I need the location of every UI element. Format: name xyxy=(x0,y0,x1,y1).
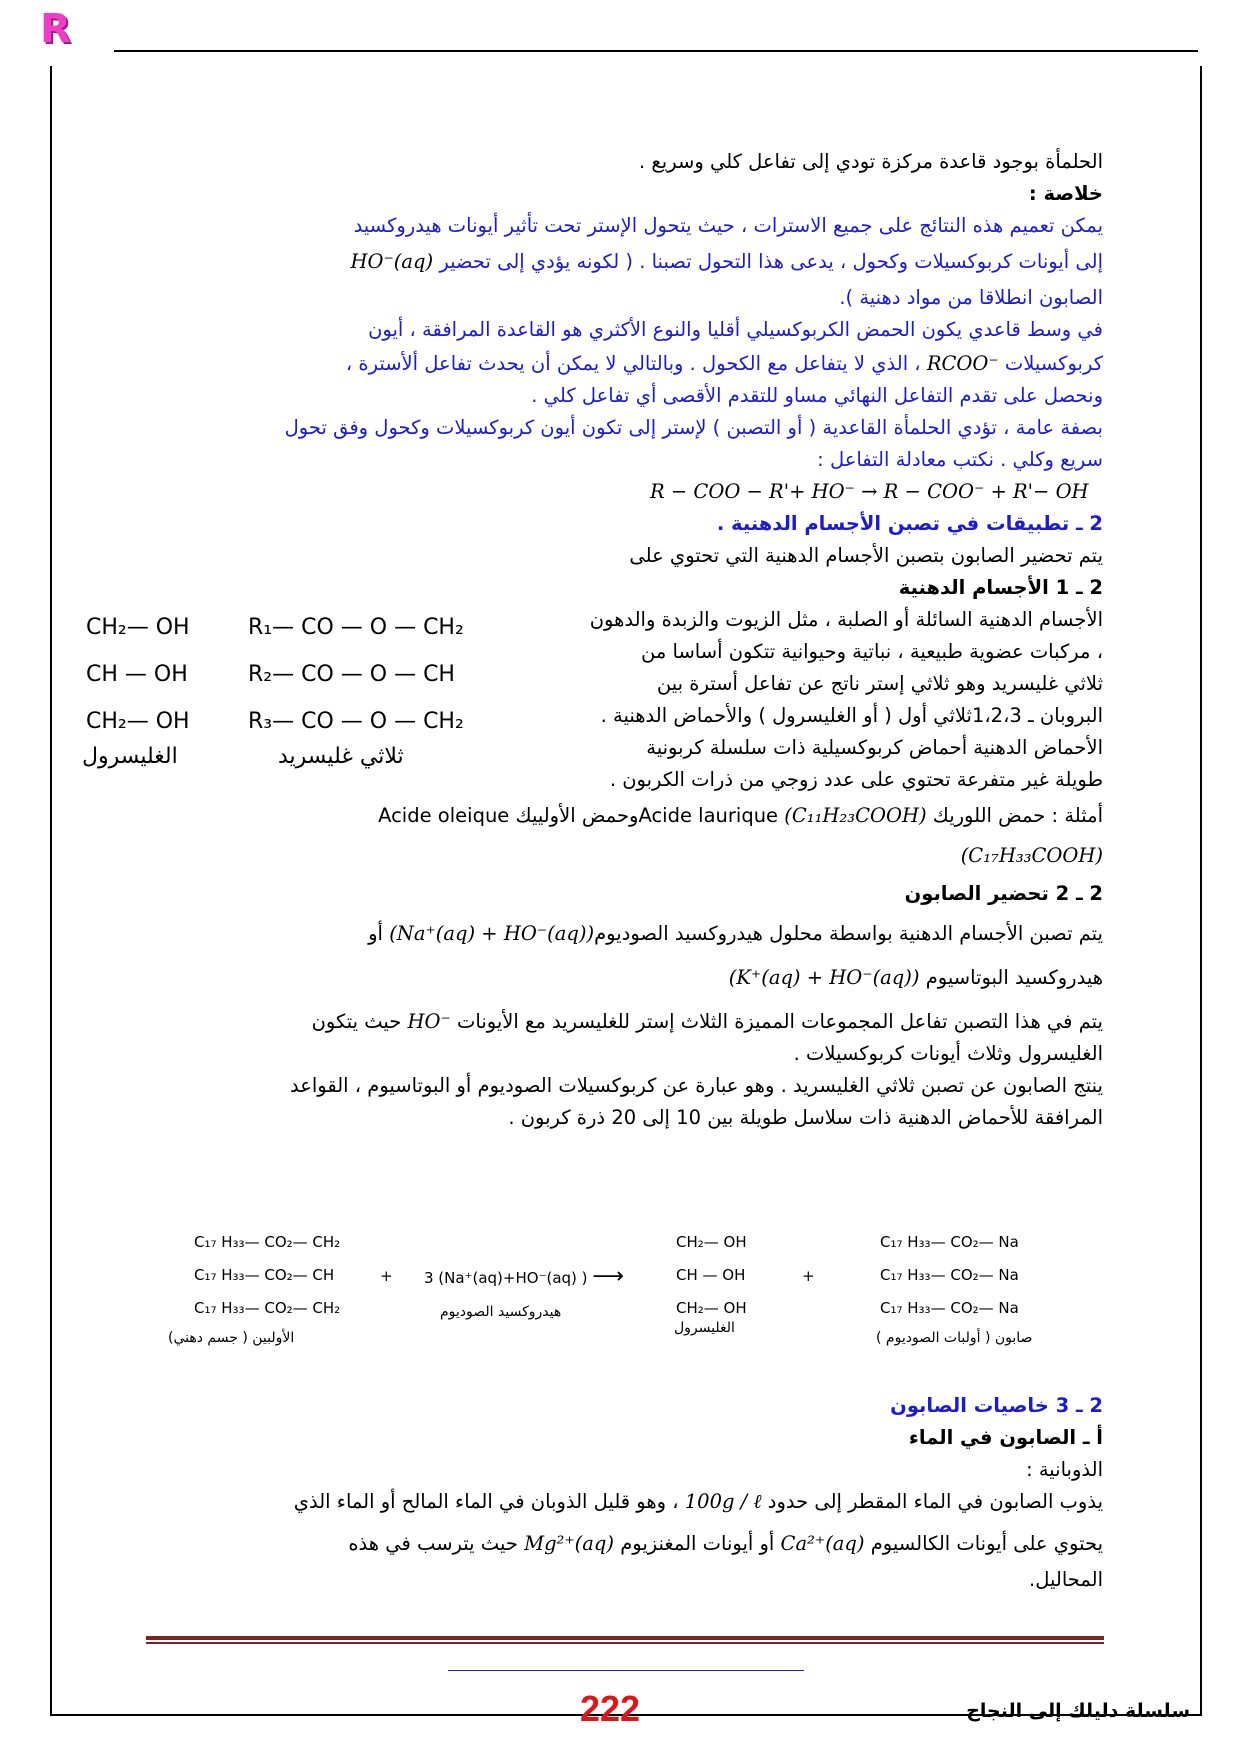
hard-water-text: يحتوي على أيونات الكالسيوم xyxy=(870,1532,1103,1555)
hydroxide-ion: HO⁻ xyxy=(407,1010,451,1033)
naoh-label: هيدروكسيد الصوديوم xyxy=(440,1304,562,1320)
summary-title: خلاصة : xyxy=(1028,182,1103,205)
summary-text-part: كربوكسيلات xyxy=(1004,352,1103,375)
subsection-2-1-title: 2 ـ 1 الأجسام الدهنية xyxy=(898,576,1103,599)
footer-underline xyxy=(448,1670,804,1671)
koh-formula: (K⁺(aq) + HO⁻(aq)) xyxy=(728,966,920,989)
saponification-equation: R − COO − R'+ HO⁻ → R − COO⁻ + R'− OH xyxy=(650,480,1089,503)
fats-line: البروبان ـ 1،2،3ثلاثي أول ( أو الغليسرول ) والأحماض الدهنية . xyxy=(600,704,1103,727)
soap-row: C₁₇ H₃₃— CO₂— Na xyxy=(880,1233,1019,1251)
solubility-line xyxy=(150,1486,1103,1518)
oleic-formula-line xyxy=(150,840,1103,872)
summary-line: في وسط قاعدي يكون الحمض الكربوكسيلي أقليا والنوع الأكثري هو القاعدة المرافقة ، أيون xyxy=(368,318,1103,341)
lauric-acid-formula: (C₁₁H₂₃COOH) xyxy=(784,804,927,827)
hard-water-end: المحاليل. xyxy=(1029,1568,1103,1591)
summary-line xyxy=(150,348,1103,380)
solubility-text: ، وهو قليل الذوبان في الماء المالح أو الماء الذي xyxy=(293,1490,679,1513)
glycerol-product xyxy=(676,1226,747,1325)
summary-text xyxy=(150,210,1103,476)
section-3-title: 2 ـ 3 خاصيات الصابون xyxy=(890,1394,1103,1417)
koh-line xyxy=(150,962,1103,994)
glycerol-product-row: CH₂— OH xyxy=(676,1299,747,1317)
naoh-text: أو xyxy=(368,922,383,945)
soap-row: C₁₇ H₃₃— CO₂— Na xyxy=(880,1266,1019,1284)
triglyceride-structure xyxy=(248,604,464,745)
fats-line: ، مركبات عضوية طبيعية ، نباتية وحيوانية تتكون أساسا من xyxy=(641,640,1103,663)
reaction-arrow: ⟶ xyxy=(592,1264,624,1289)
examples-text: أمثلة : حمض اللوريك xyxy=(932,804,1103,827)
oleic-acid-name: Acide oleique xyxy=(378,804,510,827)
koh-text: هيدروكسيد البوتاسيوم xyxy=(925,966,1103,989)
triglyceride-row: R₁— CO — O — CH₂ xyxy=(248,615,464,640)
glycerol-label: الغليسرول xyxy=(82,744,178,769)
fats-line: ثلاثي غليسريد وهو ثلاثي إستر ناتج عن تفاعل أسترة بين xyxy=(656,672,1103,695)
soap-product xyxy=(880,1226,1019,1325)
olein-row: C₁₇ H₃₃— CO₂— CH xyxy=(194,1266,335,1284)
naoh-formula: (Na⁺(aq) + HO⁻(aq)) xyxy=(389,922,595,945)
soap-definition-line: المرافقة للأحماض الدهنية ذات سلاسل طويلة بين 10 إلى 20 ذرة كربون . xyxy=(508,1106,1103,1129)
olein-structure xyxy=(194,1226,340,1325)
examples-text: وحمض الأولييك xyxy=(515,804,639,827)
soap-row: C₁₇ H₃₃— CO₂— Na xyxy=(880,1299,1019,1317)
hydroxide-formula: HO⁻(aq) xyxy=(350,250,434,273)
glycerol-row: CH₂— OH xyxy=(86,709,190,734)
summary-text-part: إلى أيونات كربوكسيلات وكحول ، يدعى هذا التحول تصبنا . ( لكونه يؤدي إلى تحضير xyxy=(439,250,1103,273)
lauric-acid-name: Acide laurique xyxy=(638,804,779,827)
page-number: 222 xyxy=(580,1688,641,1729)
examples-line xyxy=(150,800,1103,832)
fats-description xyxy=(503,604,1103,796)
intro-line: الحلمأة بوجود قاعدة مركزة تودي إلى تفاعل كلي وسريع . xyxy=(639,150,1103,173)
magnesium-ion: Mg²⁺(aq) xyxy=(524,1532,614,1555)
saponification-text: يتم في هذا التصبن تفاعل المجموعات المميزة الثلاث إستر للغليسريد مع الأيونات xyxy=(457,1010,1103,1033)
subsection-2-2-title: 2 ـ 2 تحضير الصابون xyxy=(904,882,1103,905)
oleic-acid-formula: (C₁₇H₃₃COOH) xyxy=(960,844,1103,867)
olein-label: الأولبين ( جسم دهني) xyxy=(168,1330,295,1346)
plus-sign: + xyxy=(802,1267,815,1285)
series-title: سلسلة دليلك إلى النجاح xyxy=(966,1700,1190,1722)
saponification-line: الغليسرول وثلاث أيونات كربوكسيلات . xyxy=(793,1042,1103,1065)
naoh-reactant xyxy=(424,1260,624,1295)
footer-rule xyxy=(146,1642,1104,1644)
summary-line: ونحصل على تقدم التفاعل النهائي مساو للتقدم الأقصى أي تفاعل كلي . xyxy=(531,384,1103,407)
fats-line: طويلة غير متفرعة تحتوي على عدد زوجي من ذرات الكربون . xyxy=(609,768,1103,791)
triglyceride-label: ثلاثي غليسريد xyxy=(278,744,404,769)
glycerol-structure xyxy=(86,604,190,745)
summary-line: الصابون انطلاقا من مواد دهنية ). xyxy=(839,286,1103,309)
saponification-line xyxy=(150,1006,1103,1038)
summary-line: بصفة عامة ، تؤدي الحلمأة القاعدية ( أو التصبن ) لإستر إلى تكون أيون كربوكسيلات وكحول وفق تحول xyxy=(284,416,1103,439)
plus-sign: + xyxy=(380,1267,393,1285)
fats-line: الأحماض الدهنية أحماض كربوكسيلية ذات سلسلة كربونية xyxy=(646,736,1103,759)
triglyceride-row: R₃— CO — O — CH₂ xyxy=(248,709,464,734)
olein-row: C₁₇ H₃₃— CO₂— CH₂ xyxy=(194,1233,341,1251)
section-2-intro: يتم تحضير الصابون بتصبن الأجسام الدهنية التي تحتوي على xyxy=(629,544,1103,567)
glycerol-row: CH — OH xyxy=(86,662,188,687)
saponification-text: حيث يتكون xyxy=(311,1010,402,1033)
glycerol-product-row: CH — OH xyxy=(676,1266,746,1284)
footer-rule xyxy=(146,1636,1104,1640)
fats-line: الأجسام الدهنية السائلة أو الصلبة ، مثل الزيوت والزبدة والدهون xyxy=(589,608,1103,631)
summary-line xyxy=(150,246,1103,278)
summary-text-part: ، الذي لا يتفاعل مع الكحول . وبالتالي لا يمكن أن يحدث تفاعل ألأسترة ، xyxy=(345,352,921,375)
olein-row: C₁₇ H₃₃— CO₂— CH₂ xyxy=(194,1299,341,1317)
triglyceride-row: R₂— CO — O — CH xyxy=(248,662,455,687)
top-rule xyxy=(114,50,1198,52)
carboxylate-formula: RCOO⁻ xyxy=(926,352,999,375)
logo-r: R xyxy=(40,6,71,52)
glycerol-product-label: الغليسرول xyxy=(674,1320,735,1336)
subsection-a-title: أ ـ الصابون في الماء xyxy=(908,1426,1103,1449)
solubility-value: 100g / ℓ xyxy=(684,1490,762,1513)
solubility-title: الذوبانية : xyxy=(1026,1458,1103,1481)
naoh-line xyxy=(150,918,1103,950)
hard-water-line xyxy=(150,1528,1103,1560)
summary-line: سريع وكلي . نكتب معادلة التفاعل : xyxy=(817,448,1103,471)
calcium-ion: Ca²⁺(aq) xyxy=(780,1532,865,1555)
section-3 xyxy=(150,1390,1103,1596)
hard-water-text: أو أيونات المغنزيوم xyxy=(620,1532,775,1555)
summary-line: يمكن تعميم هذه النتائج على جميع الاسترات ، حيث يتحول الإستر تحت تأثير أيونات هيدروكسيد xyxy=(353,214,1103,237)
section-2-title: 2 ـ تطبيقات في تصبن الأجسام الدهنية . xyxy=(716,512,1103,535)
soap-label: صابون ( أولبات الصوديوم ) xyxy=(876,1330,1033,1346)
soap-definition-line: ينتج الصابون عن تصبن ثلاثي الغليسريد . وهو عبارة عن كربوكسيلات الصوديوم أو البوتاسيوم ، القواعد xyxy=(289,1074,1103,1097)
glycerol-row: CH₂— OH xyxy=(86,615,190,640)
naoh-text: يتم تصبن الأجسام الدهنية بواسطة محلول هيدروكسيد الصوديوم xyxy=(594,922,1103,945)
solubility-text: يذوب الصابون في الماء المقطر إلى حدود xyxy=(767,1490,1103,1513)
hard-water-text: حيث يترسب في هذه xyxy=(348,1532,518,1555)
naoh-reactant-formula: 3 (Na⁺(aq)+HO⁻(aq) ) xyxy=(424,1269,588,1287)
glycerol-product-row: CH₂— OH xyxy=(676,1233,747,1251)
